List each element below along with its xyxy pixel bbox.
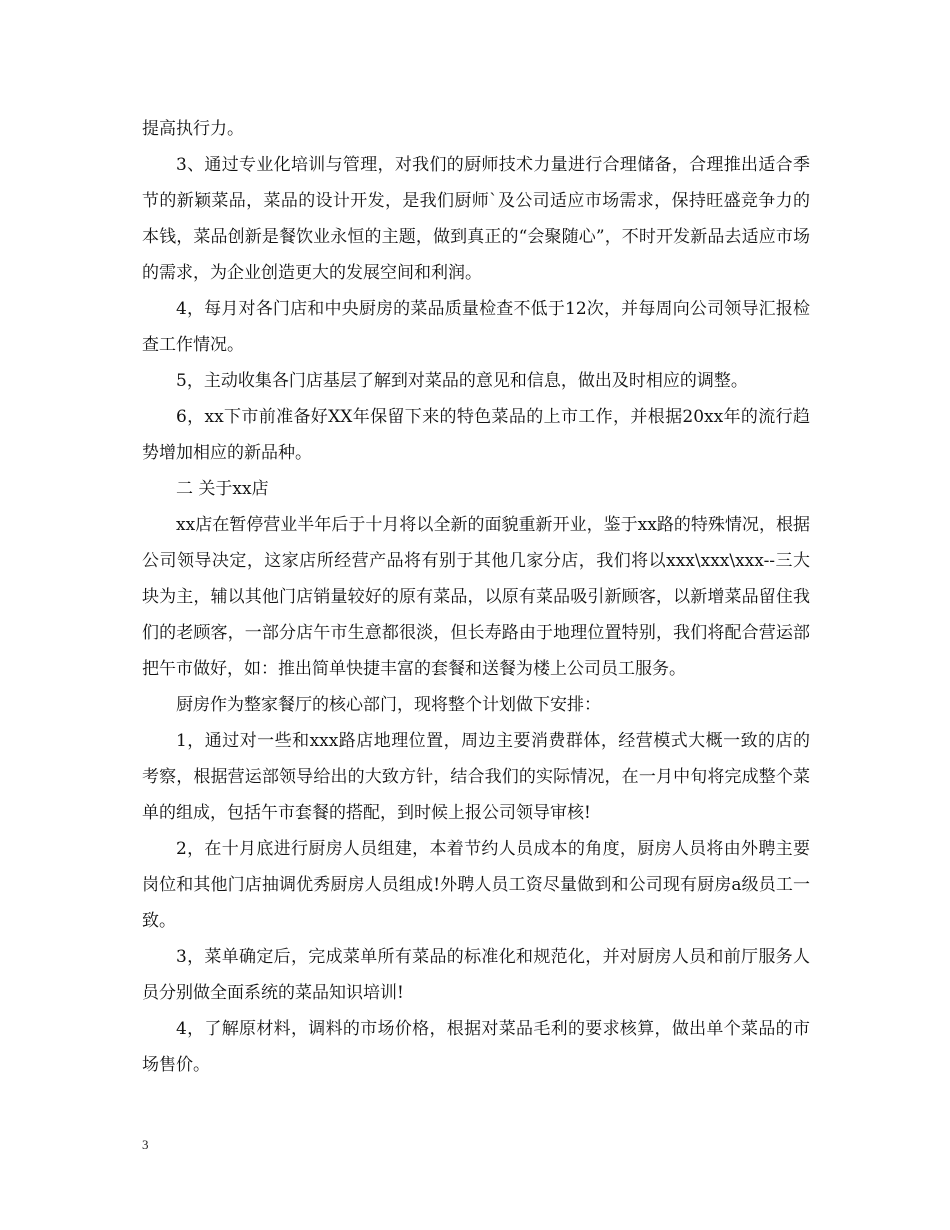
- paragraph-continuation: 提高执行力。: [142, 119, 244, 139]
- paragraph-store-reopening: xx店在暂停营业半年后于十月将以全新的面貌重新开业，鉴于xx路的特殊情况，根据公司领导决定，这家店所经营产品将有别于其他几家分店，我们将以xxx\xxx\xxx--三大块为主，辅以其他门店销量较好的原有菜品，以原有菜品吸引新顾客，以新增菜品留住我们的老顾客，一部分店午市生意都很淡，但长寿路由于地理位置特别，我们将配合营运部把午市做好，如：推出简单快捷丰富的套餐和送餐为楼上公司员工服务。: [142, 515, 810, 679]
- paragraph-plan-item-2-staffing: 2，在十月底进行厨房人员组建，本着节约人员成本的角度，厨房人员将由外聘主要岗位和其他门店抽调优秀厨房人员组成!外聘人员工资尽量做到和公司现有厨房a级员工一致。: [142, 839, 810, 931]
- paragraph-plan-item-1-menu: 1，通过对一些和xxx路店地理位置，周边主要消费群体，经营模式大概一致的店的考察，根据营运部领导给出的大致方针，结合我们的实际情况，在一月中旬将完成整个菜单的组成，包括午市套餐的搭配，到时候上报公司领导审核!: [142, 731, 810, 823]
- paragraph-item-3-chef-training: 3、通过专业化培训与管理，对我们的厨师技术力量进行合理储备，合理推出适合季节的新颖菜品，菜品的设计开发，是我们厨师`及公司适应市场需求，保持旺盛竞争力的本钱，菜品创新是餐饮业永恒的主题，做到真正的“会聚随心”，不时开发新品去适应市场的需求，为企业创造更大的发展空间和利润。: [142, 155, 810, 283]
- paragraph-item-4-quality-check: 4，每月对各门店和中央厨房的菜品质量检查不低于12次，并每周向公司领导汇报检查工作情况。: [142, 299, 810, 355]
- page-number: 3: [142, 1137, 149, 1152]
- document-body: [142, 111, 810, 1083]
- paragraph-plan-item-4-pricing: 4，了解原材料，调料的市场价格，根据对菜品毛利的要求核算，做出单个菜品的市场售价。: [142, 1019, 810, 1075]
- paragraph-kitchen-plan-intro: 厨房作为整家餐厅的核心部门，现将整个计划做下安排：: [176, 695, 601, 715]
- paragraph-plan-item-3-standardization: 3，菜单确定后，完成菜单所有菜品的标准化和规范化，并对厨房人员和前厅服务人员分别做全面系统的菜品知识培训!: [142, 947, 810, 1003]
- paragraph-item-5-feedback: 5，主动收集各门店基层了解到对菜品的意见和信息，做出及时相应的调整。: [176, 371, 748, 391]
- section-heading-store: 二 关于xx店: [176, 479, 269, 499]
- paragraph-item-6-new-dishes: 6，xx下市前准备好XX年保留下来的特色菜品的上市工作，并根据20xx年的流行趋势增加相应的新品种。: [142, 407, 810, 463]
